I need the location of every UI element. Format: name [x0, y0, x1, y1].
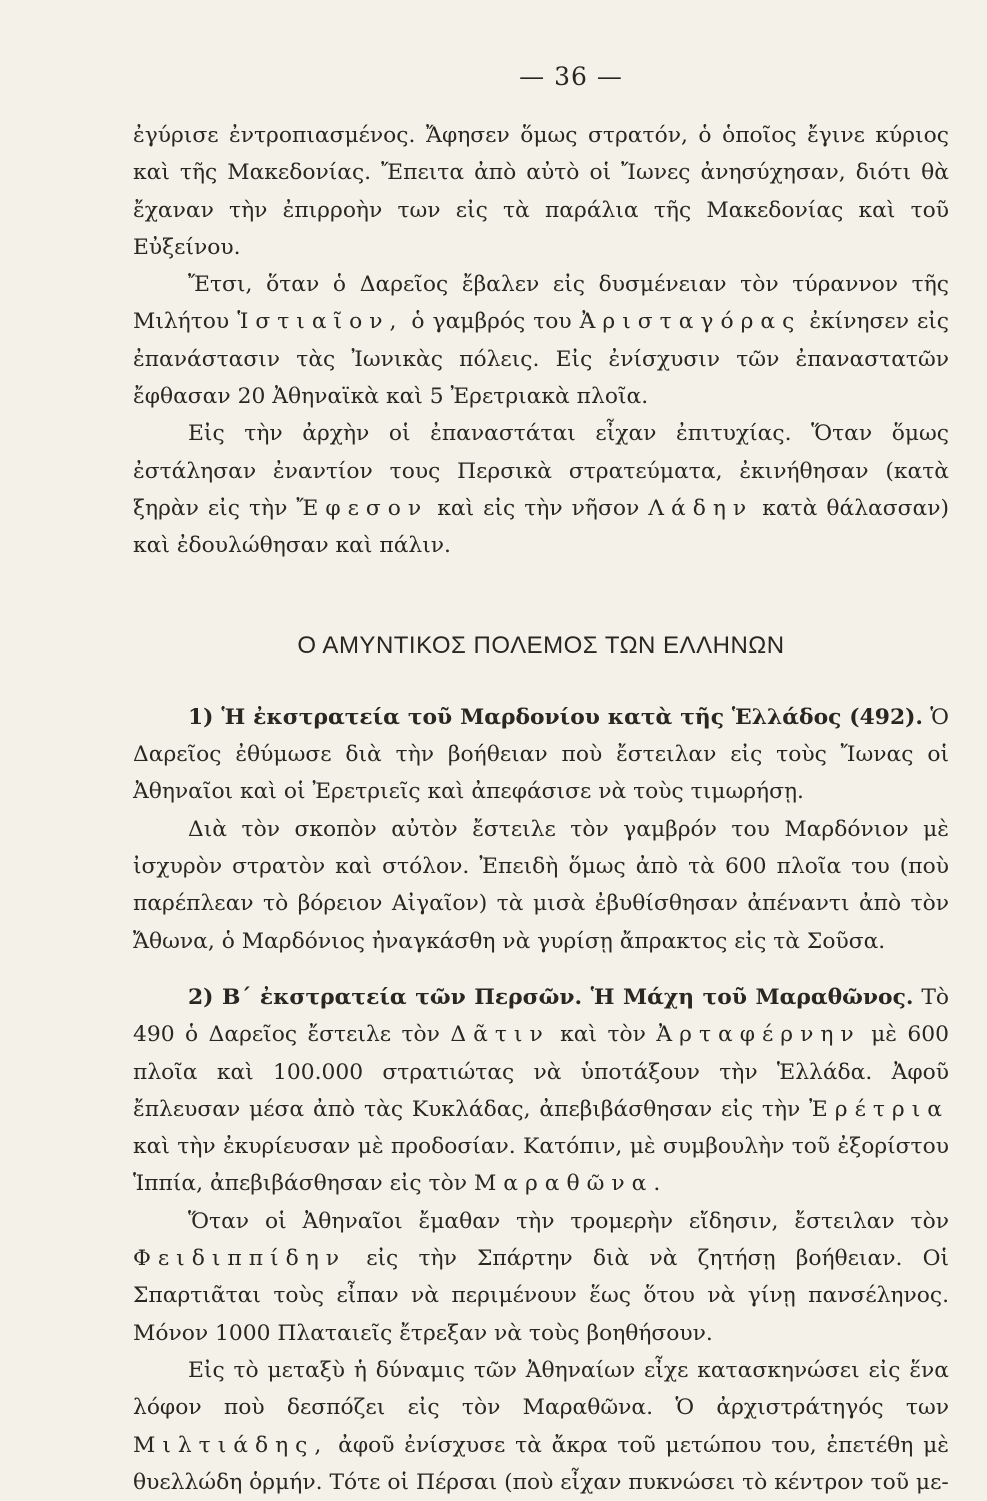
name-miltiades: Μιλτιάδης,: [133, 1432, 329, 1458]
p6-text-a: Τὸ 490 ὁ Δαρεῖος ἔστειλε τὸν: [133, 984, 950, 1048]
p7-text-c: εἰς τὴν Σπάρτην διὰ νὰ ζητήσῃ βοήθειαν. Οἱ Σπαρτιᾶται τοὺς εἶπαν νὰ περιμένουν ἕως ὅτου νὰ γίνῃ πανσέληνος. Μόνον 1000 Πλαταιεῖς ἔτρεξαν νὰ τοὺς βοηθήσουν.: [133, 1246, 949, 1346]
name-datis: Δᾶτιν: [450, 1022, 550, 1048]
place-ephesus: Ἔφεσον: [296, 495, 429, 521]
name-artaphernes: Ἀρταφέρνην: [656, 1022, 861, 1048]
place-eretria: Ἐρέτρια: [809, 1096, 949, 1122]
name-histiaios: Ἱστιαῖον,: [237, 309, 404, 335]
paragraph-2: [133, 266, 949, 415]
place-lade: Λάδην: [648, 495, 754, 521]
page-number: — 36 —: [519, 62, 623, 91]
p6-text-e: μὲ 600 πλοῖα καὶ 100.000 στρατιώτας νὰ ὑποτάξουν τὴν Ἑλλάδα. Ἀφοῦ ἔπλευσαν μέσα ἀπὸ τὰς Κυκλάδας, ἀπεβιβάσθησαν εἰς τὴν: [133, 1022, 950, 1122]
paragraph-4: [133, 699, 949, 811]
name-aristagoras: Ἀρισταγόρας: [579, 309, 802, 335]
p2-text-a: Ἔτσι, ὅταν ὁ Δαρεῖος ἔβαλεν εἰς δυσμένειαν τὸν τύραννον τῆς Μιλήτου: [133, 272, 949, 335]
p6-text-g: καὶ τὴν ἐκυρίευσαν μὲ προδοσίαν. Κατόπιν, μὲ συμβουλὴν τοῦ ἐξορίστου Ἱππία, ἀπεβιβάσθησαν εἰς τὸν: [133, 1134, 949, 1197]
place-marathon: Μαραθῶνα.: [473, 1171, 668, 1197]
subsection-heading-1: 1) Ἡ ἐκστρατεία τοῦ Μαρδονίου κατὰ τῆς Ἑλλάδος (492).: [188, 704, 924, 730]
subsection-heading-2: 2) Β΄ ἐκστρατεία τῶν Περσῶν. Ἡ Μάχη τοῦ Μαραθῶνος.: [188, 984, 914, 1010]
paragraph-3: [133, 415, 949, 564]
p8-text-a: Εἰς τὸ μεταξὺ ἡ δύναμις τῶν Ἀθηναίων εἶχε κατασκηνώσει εἰς ἕνα λόφον ποὺ δεσπόζει εἰς τὸν Μαραθῶνα. Ὁ ἀρχιστράτηγός των: [133, 1357, 949, 1421]
p3-text-e: κατὰ θάλασσαν) καὶ ἐδουλώθησαν καὶ πάλιν.: [133, 495, 949, 559]
body-text: [133, 117, 949, 1501]
spacer: [133, 960, 949, 979]
p7-text-a: Ὅταν οἱ Ἀθηναῖοι ἔμαθαν τὴν τρομερὴν εἴδησιν, ἔστειλαν τὸν: [188, 1208, 949, 1234]
paragraph-5: Διὰ τὸν σκοπὸν αὐτὸν ἔστειλε τὸν γαμβρόν του Μαρδόνιον μὲ ἰσχυρὸν στρατὸν καὶ στόλον. Ἐπειδὴ ὅμως ἀπὸ τὰ 600 πλοῖα του (ποὺ παρέπλεαν τὸ βόρειον Αἰγαῖον) τὰ μισὰ ἐβυθίσθησαν ἀπέναντι ἀπὸ τὸν Ἄθωνα, ὁ Μαρδόνιος ἠναγκάσθη νὰ γυρίσῃ ἄπρακτος εἰς τὰ Σοῦσα.: [133, 816, 949, 954]
p6-text-c: καὶ τὸν: [560, 1022, 646, 1048]
paragraph-8: [133, 1352, 949, 1501]
paragraph-6: [133, 979, 949, 1203]
paragraph-7: [133, 1203, 949, 1352]
paragraph-1: ἐγύρισε ἐντροπιασμένος. Ἄφησεν ὅμως στρατόν, ὁ ὁποῖος ἔγινε κύριος καὶ τῆς Μακεδονίας. Ἔπειτα ἀπὸ αὐτὸ οἱ Ἴωνες ἀνησύχησαν, διότι θὰ ἔχαναν τὴν ἐπιρροὴν των εἰς τὰ παράλια τῆς Μακεδονίας καὶ τοῦ Εὐξείνου.: [133, 123, 949, 260]
p2-text-e: ἐκίνησεν εἰς ἐπανάστασιν τὰς Ἰωνικὰς πόλεις. Εἰς ἐνίσχυσιν τῶν ἐπαναστατῶν ἔφθασαν 20 Ἀθηναϊκὰ καὶ 5 Ἐρετριακὰ πλοῖα.: [133, 309, 949, 410]
p2-text-c: ὁ γαμβρός του: [411, 309, 572, 335]
name-pheidippides: Φειδιππίδην: [133, 1246, 347, 1272]
p3-text-c: καὶ εἰς τὴν νῆσον: [437, 495, 640, 521]
section-title: Ο ΑΜΥΝΤΙΚΟΣ ΠΟΛΕΜΟΣ ΤΩΝ ΕΛΛΗΝΩΝ: [297, 631, 785, 659]
p4-text: Ὁ Δαρεῖος ἐθύμωσε διὰ τὴν βοήθειαν ποὺ ἔστειλαν εἰς τοὺς Ἴωνας οἱ Ἀθηναῖοι καὶ οἱ Ἐρετριεῖς καὶ ἀπεφάσισε νὰ τοὺς τιμωρήσῃ.: [133, 704, 949, 805]
p8-text-c: ἀφοῦ ἐνίσχυσε τὰ ἄκρα τοῦ μετώπου του, ἐπετέθη μὲ θυελλώδη ὁρμήν. Τότε οἱ Πέρσαι (ποὺ εἶχαν πυκνώσει τὸ κέντρον τοῦ με-: [133, 1432, 949, 1495]
p3-text-a: Εἰς τὴν ἀρχὴν οἱ ἐπαναστάται εἶχαν ἐπιτυχίας. Ὅταν ὅμως ἐστάλησαν ἐναντίον τους Περσικὰ στρατεύματα, ἐκινήθησαν (κατὰ ξηρὰν εἰς τὴν: [133, 421, 949, 521]
